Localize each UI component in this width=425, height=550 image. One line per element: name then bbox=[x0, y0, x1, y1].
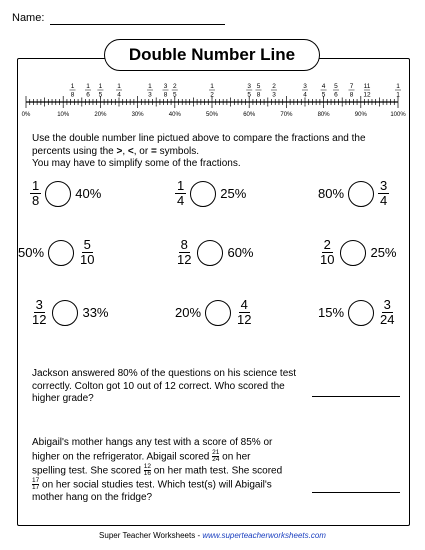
footer-link[interactable]: www.superteacherworksheets.com bbox=[202, 531, 326, 540]
fraction-numerator: 2 bbox=[272, 83, 276, 90]
instructions bbox=[32, 133, 402, 171]
instruction-line-3: You may have to simplify some of the fractions. bbox=[32, 158, 241, 169]
word-problem-2-line: mother hang on the fridge? bbox=[32, 491, 153, 503]
fraction-numerator: 1 bbox=[86, 83, 90, 90]
percent-value: 33% bbox=[82, 305, 109, 321]
comparison-problem bbox=[318, 179, 389, 209]
word-problem-1-line: Jackson answered 80% of the questions on his science test bbox=[32, 368, 297, 379]
percent-label: 30% bbox=[131, 112, 144, 118]
fraction-numerator: 5 bbox=[334, 83, 338, 90]
percent-value: 25% bbox=[220, 186, 247, 202]
fraction: $\frac{3}{24}$ bbox=[380, 297, 395, 328]
word-problem-2-line bbox=[32, 450, 322, 464]
comparison-problem bbox=[18, 238, 97, 268]
word-problem-1-line: correctly. Colton got 10 out of 12 correct. Who scored the bbox=[32, 380, 285, 392]
fraction-numerator: 1 bbox=[148, 83, 152, 90]
answer-line-1[interactable] bbox=[312, 396, 400, 397]
percent-label: 90% bbox=[354, 112, 367, 118]
fraction-numerator: 3 bbox=[303, 83, 307, 90]
comparison-problem bbox=[30, 179, 101, 209]
comparison-problem bbox=[30, 298, 109, 328]
fraction-numerator: 1 bbox=[396, 83, 400, 90]
fraction-denominator: 6 bbox=[86, 91, 90, 99]
fraction-denominator: 3 bbox=[272, 91, 276, 99]
percent-label: 10% bbox=[57, 112, 70, 118]
answer-circle[interactable] bbox=[190, 181, 216, 207]
comparison-problem bbox=[318, 298, 397, 328]
word-problem-1 bbox=[32, 368, 322, 406]
answer-circle[interactable] bbox=[52, 300, 78, 326]
text-span: spelling test. She scored bbox=[32, 465, 141, 477]
fraction: $\frac{5}{10}$ bbox=[80, 237, 95, 268]
fraction: $\frac{4}{12}$ bbox=[237, 297, 252, 328]
word-problem-2-line: Abigail's mother hangs any test with a score of 85% or bbox=[32, 437, 273, 448]
fraction: $\frac{1}{8}$ bbox=[32, 178, 40, 209]
fraction-17-17: $\frac{17}{17}$ bbox=[32, 476, 40, 492]
percent-value: 50% bbox=[18, 245, 45, 261]
fraction: $\frac{1}{4}$ bbox=[177, 178, 185, 209]
fraction-numerator: 11 bbox=[363, 83, 371, 90]
fraction-denominator: 8 bbox=[70, 91, 75, 99]
text-span: higher on the refrigerator. Abigail scored bbox=[32, 451, 210, 463]
fraction: $\frac{3}{12}$ bbox=[32, 297, 47, 328]
fraction-denominator: 3 bbox=[148, 91, 152, 99]
fraction-numerator: 1 bbox=[98, 83, 103, 90]
fraction-numerator: 7 bbox=[349, 83, 354, 90]
instruction-line-2: percents using the >, <, or = symbols. bbox=[32, 145, 200, 157]
word-problem-2-line bbox=[32, 464, 322, 478]
fraction-numerator: 1 bbox=[210, 83, 214, 90]
fraction-numerator: 3 bbox=[247, 83, 252, 90]
text-span: on her social studies test. Which test(s) will Abigail's bbox=[42, 479, 272, 491]
answer-circle[interactable] bbox=[45, 181, 71, 207]
footer bbox=[0, 531, 425, 540]
percent-value: 15% bbox=[318, 305, 345, 321]
fraction: $\frac{3}{4}$ bbox=[380, 178, 388, 209]
percent-value: 25% bbox=[370, 245, 397, 261]
page-title: Double Number Line bbox=[104, 39, 320, 71]
percent-label: 40% bbox=[168, 112, 181, 118]
fraction-numerator: 3 bbox=[163, 83, 168, 90]
fraction-denominator: 5 bbox=[321, 91, 326, 99]
word-problem-2 bbox=[32, 437, 322, 504]
text-span: on her math test. She scored bbox=[153, 465, 283, 477]
comparison-problem bbox=[175, 179, 246, 209]
fraction: $\frac{8}{12}$ bbox=[177, 237, 192, 268]
fraction-denominator: 4 bbox=[117, 91, 121, 99]
answer-circle[interactable] bbox=[348, 300, 374, 326]
comparison-problem bbox=[318, 238, 397, 268]
percent-value: 80% bbox=[318, 186, 345, 202]
percent-label: 70% bbox=[280, 112, 293, 118]
percent-value: 60% bbox=[227, 245, 254, 261]
percent-label: 60% bbox=[243, 112, 256, 118]
name-label: Name: bbox=[12, 12, 45, 24]
percent-label: 20% bbox=[94, 112, 107, 118]
fraction-denominator: 5 bbox=[98, 91, 103, 99]
percent-value: 40% bbox=[75, 186, 102, 202]
fraction-denominator: 8 bbox=[163, 91, 168, 99]
fraction-denominator: 5 bbox=[172, 91, 177, 99]
fraction-denominator: 4 bbox=[303, 91, 307, 99]
instruction-line-1: Use the double number line pictued above to compare the fractions and the bbox=[32, 133, 366, 144]
fraction-denominator: 8 bbox=[349, 91, 354, 99]
fraction-numerator: 4 bbox=[321, 83, 326, 90]
answer-line-2[interactable] bbox=[312, 492, 400, 493]
fraction-denominator: 12 bbox=[363, 91, 371, 99]
answer-circle[interactable] bbox=[348, 181, 374, 207]
comparison-problem bbox=[175, 238, 254, 268]
fraction: $\frac{2}{10}$ bbox=[320, 237, 335, 268]
percent-label: 0% bbox=[21, 112, 31, 118]
answer-circle[interactable] bbox=[205, 300, 231, 326]
fraction-denominator: 1 bbox=[396, 91, 400, 99]
fraction-21-24: $\frac{21}{24}$ bbox=[212, 448, 220, 463]
text-span: on her bbox=[222, 451, 251, 463]
fraction-denominator: 2 bbox=[210, 91, 214, 99]
fraction-numerator: 1 bbox=[70, 83, 75, 90]
answer-circle[interactable] bbox=[340, 240, 366, 266]
footer-text: Super Teacher Worksheets - bbox=[99, 531, 203, 540]
answer-circle[interactable] bbox=[197, 240, 223, 266]
fraction-numerator: 2 bbox=[172, 83, 177, 90]
percent-label: 50% bbox=[205, 112, 219, 118]
percent-label: 100% bbox=[390, 112, 406, 118]
fraction-numerator: 5 bbox=[256, 83, 261, 90]
percent-label: 80% bbox=[317, 112, 330, 118]
fraction-numerator: 1 bbox=[117, 83, 121, 90]
percent-value: 20% bbox=[175, 305, 202, 321]
fraction-12-16: $\frac{12}{16}$ bbox=[143, 462, 151, 478]
word-problem-2-line bbox=[32, 478, 322, 492]
answer-circle[interactable] bbox=[48, 240, 74, 266]
comparison-problem bbox=[175, 298, 254, 328]
word-problem-1-line: higher grade? bbox=[32, 393, 94, 404]
fraction-denominator: 5 bbox=[247, 91, 252, 99]
fraction-denominator: 8 bbox=[256, 91, 261, 99]
double-number-line bbox=[0, 0, 425, 130]
fraction-denominator: 6 bbox=[334, 91, 338, 99]
